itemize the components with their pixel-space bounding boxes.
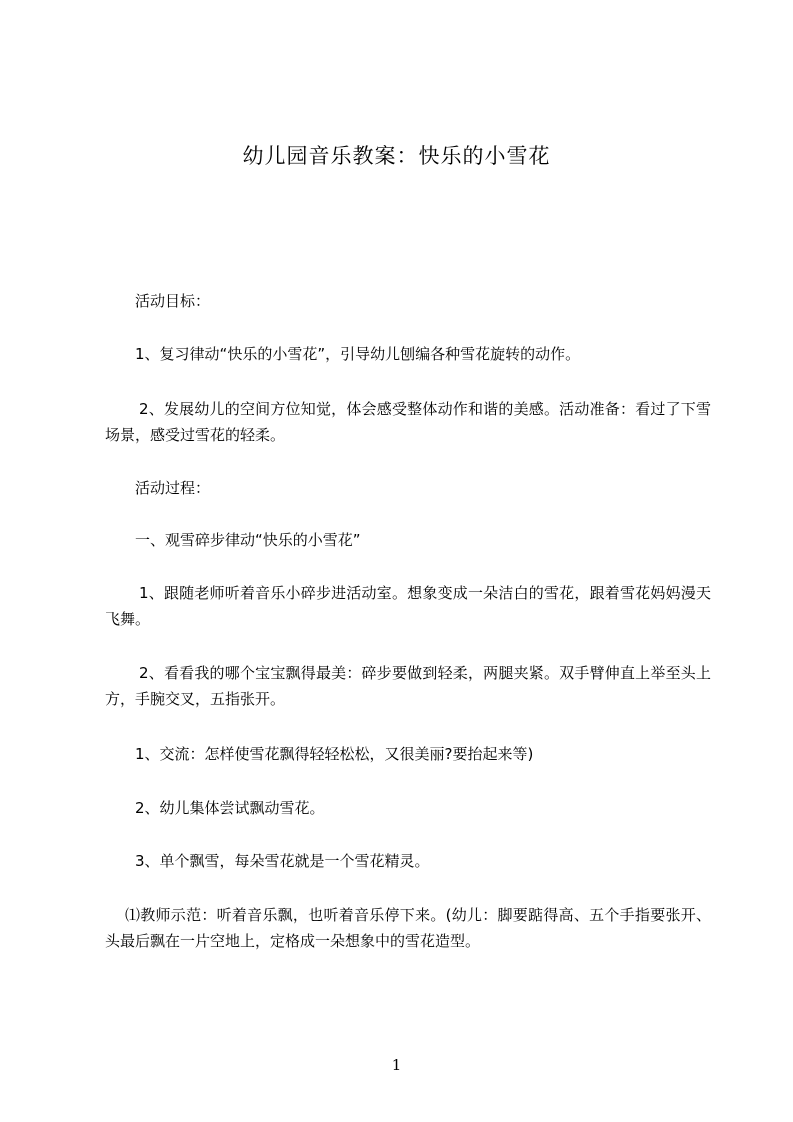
section-heading-objectives: 活动目标： xyxy=(135,292,211,310)
paragraph: 2、看看我的哪个宝宝飘得最美：碎步要做到轻柔，两腿夹紧。双手臂伸直上举至头上方，手腕交叉，五指张开。 xyxy=(105,664,711,708)
document-title: 幼儿园音乐教案：快乐的小雪花 xyxy=(242,144,551,168)
paragraph: ⑴教师示范：听着音乐飘，也听着音乐停下来。(幼儿：脚要踮得高、五个手指要张开、头最后飘在一片空地上，定格成一朵想象中的雪花造型。 xyxy=(105,906,711,950)
paragraph: 1、复习律动“快乐的小雪花”，引导幼儿刨编各种雪花旋转的动作。 xyxy=(135,345,581,363)
paragraph: 2、发展幼儿的空间方位知觉，体会感受整体动作和谐的美感。活动准备：看过了下雪场景，感受过雪花的轻柔。 xyxy=(105,400,711,444)
paragraph: 2、幼儿集体尝试飘动雪花。 xyxy=(135,799,325,817)
paragraph: 1、交流：怎样使雪花飘得轻轻松松，又很美丽?要抬起来等) xyxy=(135,745,534,763)
page-number: 1 xyxy=(391,1056,402,1074)
paragraph: 3、单个飘雪，每朵雪花就是一个雪花精灵。 xyxy=(135,852,430,870)
section-heading-process: 活动过程： xyxy=(135,479,211,497)
subsection-heading: 一、观雪碎步律动“快乐的小雪花” xyxy=(135,531,361,549)
paragraph: 1、跟随老师听着音乐小碎步进活动室。想象变成一朵洁白的雪花，跟着雪花妈妈漫天飞舞。 xyxy=(105,584,711,628)
